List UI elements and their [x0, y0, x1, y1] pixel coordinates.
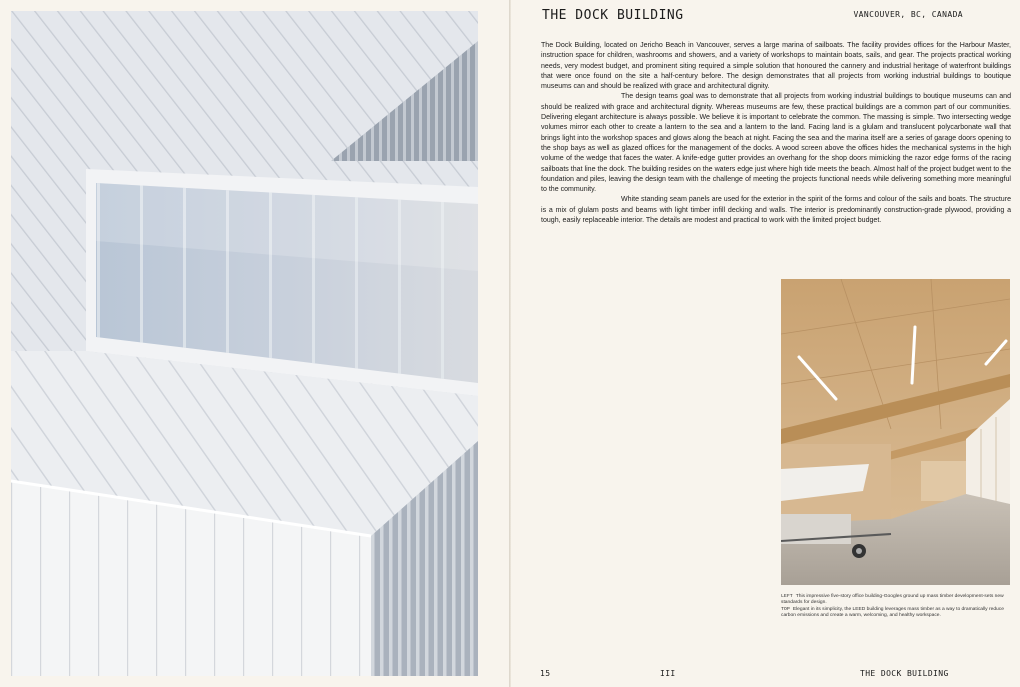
right-page	[511, 0, 1020, 687]
paragraph: White standing seam panels are used for the exterior in the spirit of the forms and colour of the sails and boats. The structure is a mix of glulam posts and beams with light timber infill decking and walls. The interior is predominantly construction-grade plywood, providing a tough, easily replaceable interior. The details are modest and practical to work with the limited project budget.	[541, 196, 1011, 225]
section-number: III	[660, 669, 676, 678]
location-label: VANCOUVER, BC, CANADA	[853, 10, 963, 19]
caption-tag: LEFT	[781, 594, 793, 599]
article-title: THE DOCK BUILDING	[542, 8, 684, 23]
caption-top	[781, 607, 1011, 620]
paragraph: The Dock Building, located on Jericho Beach in Vancouver, serves a large marina of sailboats. The facility provides offices for the Harbour Master, instruction space for children, washrooms and showers, and a variety of workshops to maintain boats, sails, and gear. The projects practical working needs, very modest budget, and prominent siting required a simple solution that honoured the cannery and industrial heritage of waterfront buildings that were once found on the site a half-century before. The design demonstrates that all projects from working industrial buildings to boutique museums can and should be realized with grace and architectural dignity.	[541, 42, 1011, 91]
photo-caption	[781, 594, 1011, 620]
exterior-roof-photo	[11, 11, 478, 676]
running-title: THE DOCK BUILDING	[860, 669, 949, 678]
paragraph: The design teams goal was to demonstrate that all projects from working industrial buildings to boutique museums can and should be realized with grace and architectural dignity. Whereas museums are few, these practical buildings are a common part of our communities. Delivering elegant architecture is always possible. We believe it is important to celebrate the common. The massing is simple. Two intersecting wedge volumes mirror each other to create a lantern to the sea and a lantern to the land. Facing land is a glulam and translucent polycarbonate wall that brings light into the workshop spaces and glows along the beach at night. Facing the sea and the marina itself are a series of garage doors opening to the shop bays as well as glazed offices for the management of the docks. A wood screen above the offices hides the mechanical systems in the high volume of the wedge that faces the water. A knife-edge gutter provides an overhang for the shop doors mimicking the razor edge forms of the racing sailboats that line the dock. The building resides on the waters edge just where high tide meets the beach. Almost half of the project budget went to the foundation and piles, leaving the design team with the challenge of meeting the projects functional needs while delivering something more meaningful to the community.	[541, 93, 1011, 194]
caption-tag: TOP	[781, 606, 790, 612]
caption-text: Elegant in its simplicity, the LEED building leverages mass timber as a way to dramatically reduce carbon emissions and create a warm, welcoming, and healthy workspace.	[781, 606, 1004, 619]
caption-text: This impressive five-story office building-Googles ground up mass timber development-sets new standards for design.	[781, 594, 1004, 606]
caption-left	[781, 594, 1011, 607]
interior-photo	[781, 279, 1010, 585]
page-number: 15	[540, 669, 551, 678]
article-body	[541, 41, 1011, 226]
